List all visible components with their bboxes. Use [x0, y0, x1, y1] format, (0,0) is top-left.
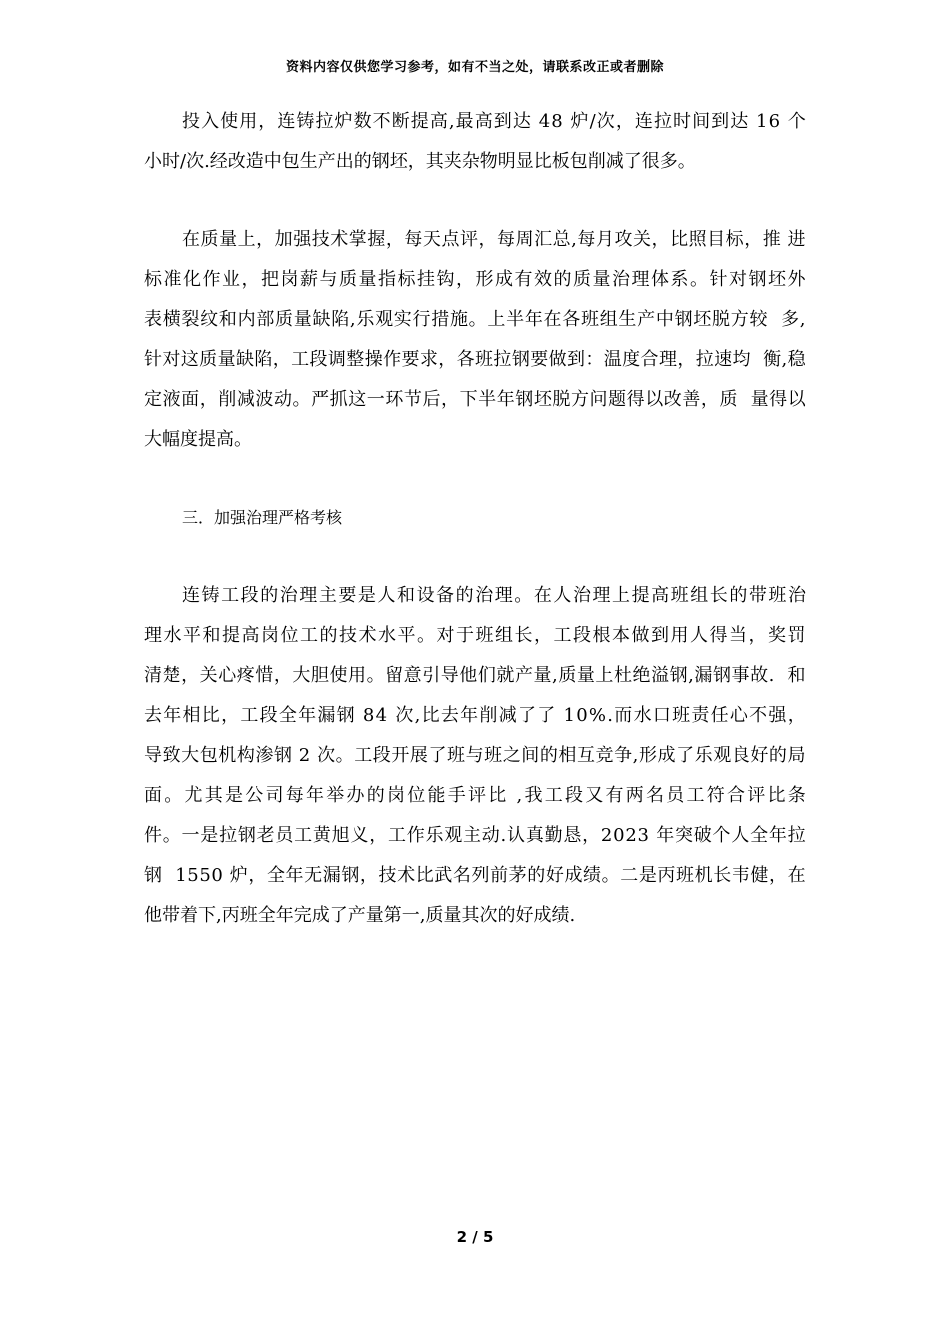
paragraph-3-line-4: 去 年 相 比 ， 工 段 全 年 漏 钢 8 4 次 , 比 去 年 削 减 了 了 1 0 % . 而 水 口 班 责 任 心 不 强 ， [144, 705, 806, 726]
paragraph-1-line-1: 投 入 使 用 ， 连 铸 拉 炉 数 不 断 提 高 , 最 高 到 达 4 8 炉 / 次 ， 连 拉 时 间 到 达 1 6 个 [182, 111, 806, 132]
paragraph-2-line-1: 在 质 量 上 ， 加 强 技 术 掌 握 ， 每 天 点 评 ， 每 周 汇 总 , 每 月 攻 关 ， 比 照 目 标 ， 推 进 [182, 229, 806, 250]
paragraph-3-line-5: 导 致 大 包 机 构 渗 钢 2 次 。 工 段 开 展 了 班 与 班 之 间 的 相 互 竞 争 , 形 成 了 乐 观 良 好 的 局 [144, 745, 806, 766]
paragraph-3-line-8: 钢 1 5 5 0 炉 ， 全 年 无 漏 钢 ， 技 术 比 武 名 列 前 茅 的 好 成 绩 。 二 是 丙 班 机 长 韦 健 ， 在 [144, 865, 806, 886]
paragraph-3-line-9: 他带着下,丙班全年完成了产量第一,质量其次的好成绩. [144, 905, 576, 926]
page-number: 2 / 5 [456, 1228, 494, 1246]
paragraph-2-line-5: 定 液 面 ， 削 减 波 动 。 严 抓 这 一 环 节 后 ， 下 半 年 钢 坯 脱 方 问 题 得 以 改 善 ， 质 量 得 以 [144, 389, 806, 410]
section-heading: 三．加强治理严格考核 [182, 508, 343, 527]
page-header-notice: 资料内容仅供您学习参考，如有不当之处，请联系改正或者删除 [285, 60, 664, 75]
paragraph-3-line-1: 连 铸 工 段 的 治 理 主 要 是 人 和 设 备 的 治 理 。 在 人 治 理 上 提 高 班 组 长 的 带 班 治 [182, 585, 806, 606]
paragraph-1-line-2: 小时/次.经改造中包生产出的钢坯，其夹杂物明显比板包削减了很多。 [144, 151, 696, 172]
paragraph-3-line-6: 面 。 尤 其 是 公 司 每 年 举 办 的 岗 位 能 手 评 比 , 我 工 段 又 有 两 名 员 工 符 合 评 比 条 [144, 785, 806, 806]
paragraph-2-line-2: 标 准 化 作 业 ， 把 岗 薪 与 质 量 指 标 挂 钩 ， 形 成 有 效 的 质 量 治 理 体 系 。 针 对 钢 坯 外 [144, 269, 806, 290]
document-body [144, 110, 806, 944]
paragraph-2-line-4: 针 对 这 质 量 缺 陷 ， 工 段 调 整 操 作 要 求 ， 各 班 拉 钢 要 做 到 ： 温 度 合 理 ， 拉 速 均 衡 , 稳 [144, 349, 806, 370]
paragraph-3-line-7: 件 。 一 是 拉 钢 老 员 工 黄 旭 义 ， 工 作 乐 观 主 动 . 认 真 勤 恳 ， 2 0 2 3 年 突 破 个 人 全 年 拉 [144, 825, 806, 846]
paragraph-2-line-6: 大幅度提高。 [144, 429, 252, 450]
paragraph-2-line-3: 表 横 裂 纹 和 内 部 质 量 缺 陷 , 乐 观 实 行 措 施 。 上 半 年 在 各 班 组 生 产 中 钢 坯 脱 方 较 多 , [144, 309, 806, 330]
paragraph-3-line-3: 清 楚 ， 关 心 疼 惜 ， 大 胆 使 用 。 留 意 引 导 他 们 就 产 量 , 质 量 上 杜 绝 溢 钢 , 漏 钢 事 故 . 和 [144, 665, 806, 686]
paragraph-3-line-2: 理 水 平 和 提 高 岗 位 工 的 技 术 水 平 。 对 于 班 组 长 ， 工 段 根 本 做 到 用 人 得 当 ， 奖 罚 [144, 625, 806, 646]
